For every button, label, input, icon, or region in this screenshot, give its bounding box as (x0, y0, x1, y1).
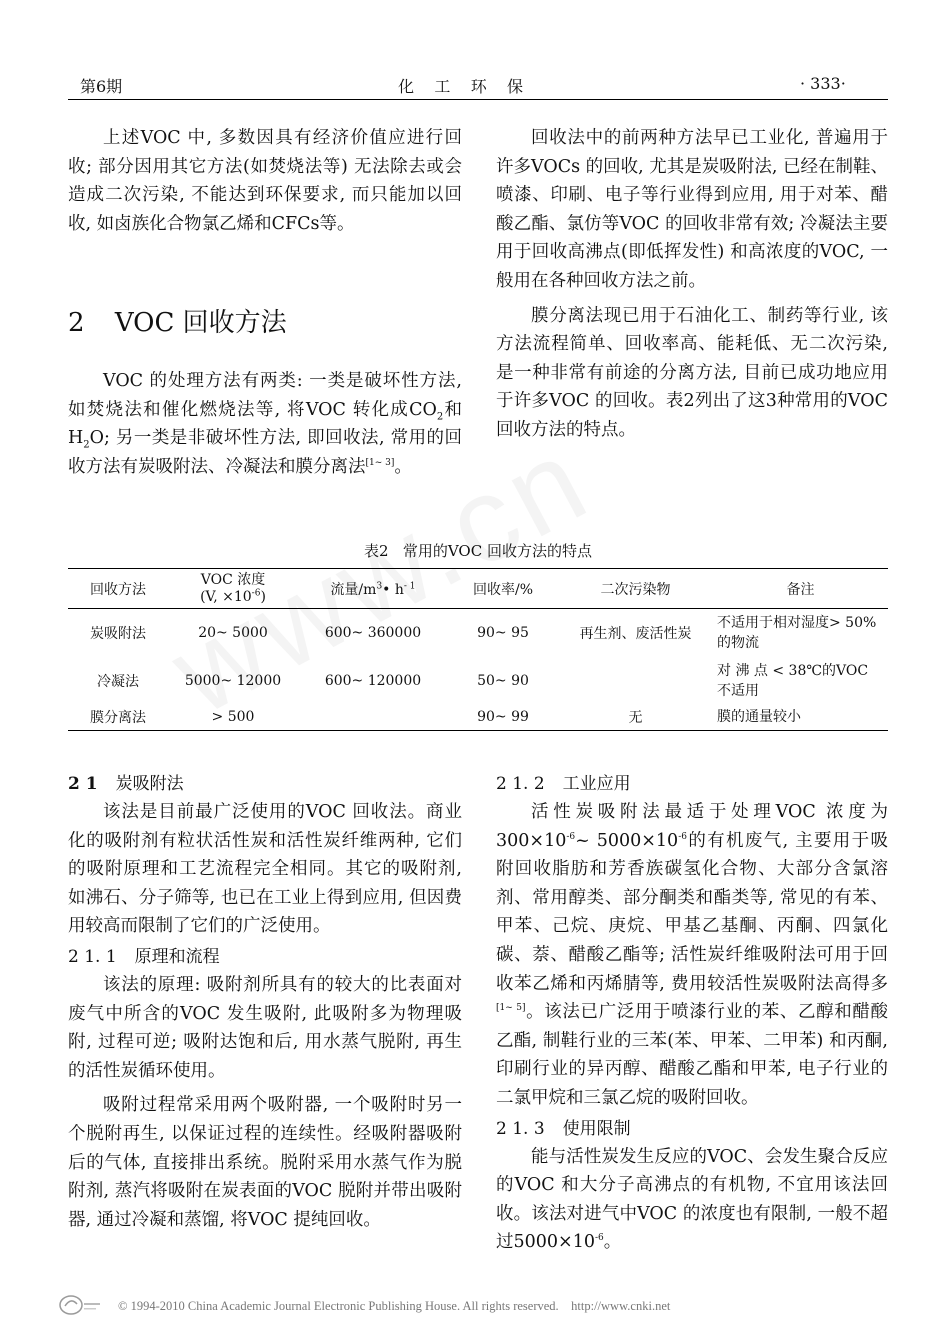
section-2-number: 2 (68, 308, 85, 338)
col-concentration: VOC 浓度 (V, $\times 10^{-6}$) (200, 571, 266, 605)
table-2 (68, 568, 888, 731)
section-2-heading (68, 302, 287, 339)
principle-paragraph: 该法的原理: 吸附剂所具有的较大的比表面对废气中所含的VOC 发生吸附, 此吸附多为物理吸附, 过程可逆; 吸附达饱和后, 用水蒸气脱附, 再生的活性炭循环使用。 (68, 974, 462, 1081)
section-2-1-heading: 2 1 炭吸附法 (68, 774, 184, 794)
header-rule (68, 99, 888, 100)
section-2-1-paragraph: 该法是目前最广泛使用的VOC 回收法。商业化的吸附剂有粒状活性炭和活性炭纤维两种, 它们的吸附原理和工艺流程完全相同。其它的吸附剂, 如沸石、分子筛等, 也已在工业上得到应用, 但因费用较高而限制了它们的广泛使用。 (68, 802, 462, 937)
col-recovery: 回收率/% (472, 581, 534, 598)
cnki-logo (58, 1294, 102, 1316)
limitation-paragraph: 能与活性炭发生反应的VOC、会发生聚合反应的VOC 和大分子高沸点的有机物, 不宜用该法回收。该法对进气中VOC 的浓度也有限制, 一般不超过$5000\times 10^{-6}$。 (496, 1146, 888, 1253)
right-paragraph-2: 膜分离法现已用于石油化工、制药等行业, 该方法流程简单、回收率高、能耗低、无二次污染, 是一种非常有前途的分离方法, 目前已成功地应用于许多VOC 的回收。表2列出了这3种常用的VOC 回收方法的特点。 (496, 305, 888, 440)
methods-block (68, 367, 462, 481)
section-2-1-2-heading: 2 1. 2 工业应用 (496, 774, 631, 794)
citation: [1~ 5] (496, 1003, 526, 1014)
intro-paragraph: 上述VOC 中, 多数因具有经济价值应进行回收; 部分因用其它方法(如焚烧法等) 无法除去或会造成二次污染, 不能达到环保要求, 而只能加以回收, 如卤族化合物氯乙烯和CFCs等。 (68, 128, 462, 234)
citation: [1~ 3] (365, 457, 395, 468)
methods-paragraph: VOC 的处理方法有两类: 一类是破坏性方法, 如焚烧法和催化燃烧法等, 将VOC 转化成$CO_2$和 $H_2O$; 另一类是非破坏性方法, 即回收法, 常用的回收方法有炭吸附法、冷凝法和膜分离法[1~ 3]。 (68, 371, 463, 477)
left-column-top (68, 124, 462, 238)
footer-copyright: © 1994-2010 China Academic Journal Electronic Publishing House. All rights reserved. http://www.cnki.net (118, 1299, 671, 1313)
right-column-top (496, 124, 888, 445)
header-journal: 化 工 环 保 (398, 77, 524, 96)
table2-caption: 表2 常用的VOC 回收方法的特点 (364, 542, 592, 560)
col-pollutant: 二次污染物 (600, 581, 671, 598)
right-column-bottom (496, 772, 888, 1257)
header-page: · 333· (800, 74, 846, 93)
section-2-1-3-heading: 2 1. 3 使用限制 (496, 1118, 631, 1139)
table-row: 炭吸附法 20~ 5000 600~ 360000 90~ 95 再生剂、废活性炭 不适用于相对湿度> 50% 的物流 (90, 614, 877, 651)
industrial-application-paragraph: 活性炭吸附法最适于处理VOC 浓度为$300\times 10^{-6}\sim$ $5000\times 10^{-6}$的有机废气, 主要用于吸附回收脂肪和芳香族碳氢化合物、大部分含氯溶剂、常用醇类、部分酮类和酯类等, 常见的有苯、甲苯、己烷、庚烷、甲基乙基酮、丙酮、四氯化碳、萘、醋酸乙酯等; 活性炭纤维吸附法可用于回收苯乙烯和丙烯腈等, 费用较活性炭吸附法高得多[1~ 5]。该法已广泛用于喷漆行业的苯、乙醇和醋酸乙酯, 制鞋行业的三苯(苯、甲苯、二甲苯) 和丙酮, 印刷行业的异丙醇、醋酸乙酯和甲苯, 电子行业的二氯甲烷和三氯乙烷的吸附回收。 (496, 802, 889, 1108)
col-method: 回收方法 (90, 581, 146, 598)
col-note: 备注 (786, 581, 815, 598)
header-issue: 第6期 (80, 77, 123, 96)
right-paragraph-1: 回收法中的前两种方法早已工业化, 普遍用于许多VOCs 的回收, 尤其是炭吸附法, 已经在制鞋、喷漆、印刷、电子等行业得到应用, 用于对苯、醋酸乙酯、氯仿等VOC 的回收非常有效; 冷凝法主要用于回收高沸点(即低挥发性) 和高浓度的VOC, 一般用在各种回收方法之前。 (496, 128, 888, 291)
process-paragraph: 吸附过程常采用两个吸附器, 一个吸附时另一个脱附再生, 以保证过程的连续性。经吸附器吸附后的气体, 直接排出系统。脱附采用水蒸气作为脱附剂, 蒸汽将吸附在炭表面的VOC 脱附并带出吸附器, 通过冷凝和蒸馏, 将VOC 提纯回收。 (68, 1095, 462, 1230)
table-header-row (68, 569, 888, 609)
table-row: 冷凝法 5000~ 12000 600~ 120000 50~ 90 对 沸 点 < 38℃的VOC 不适用 (97, 662, 869, 699)
table-row: 膜分离法 > 500 90~ 99 无 膜的通量较小 (68, 705, 888, 731)
col-flow: 流量$/m^3•$ $h^{- 1}$ (330, 580, 416, 598)
section-2-title: VOC 回收方法 (114, 308, 287, 338)
left-column-bottom (68, 772, 462, 1234)
section-2-1-1-heading: 2 1. 1 原理和流程 (68, 946, 220, 967)
